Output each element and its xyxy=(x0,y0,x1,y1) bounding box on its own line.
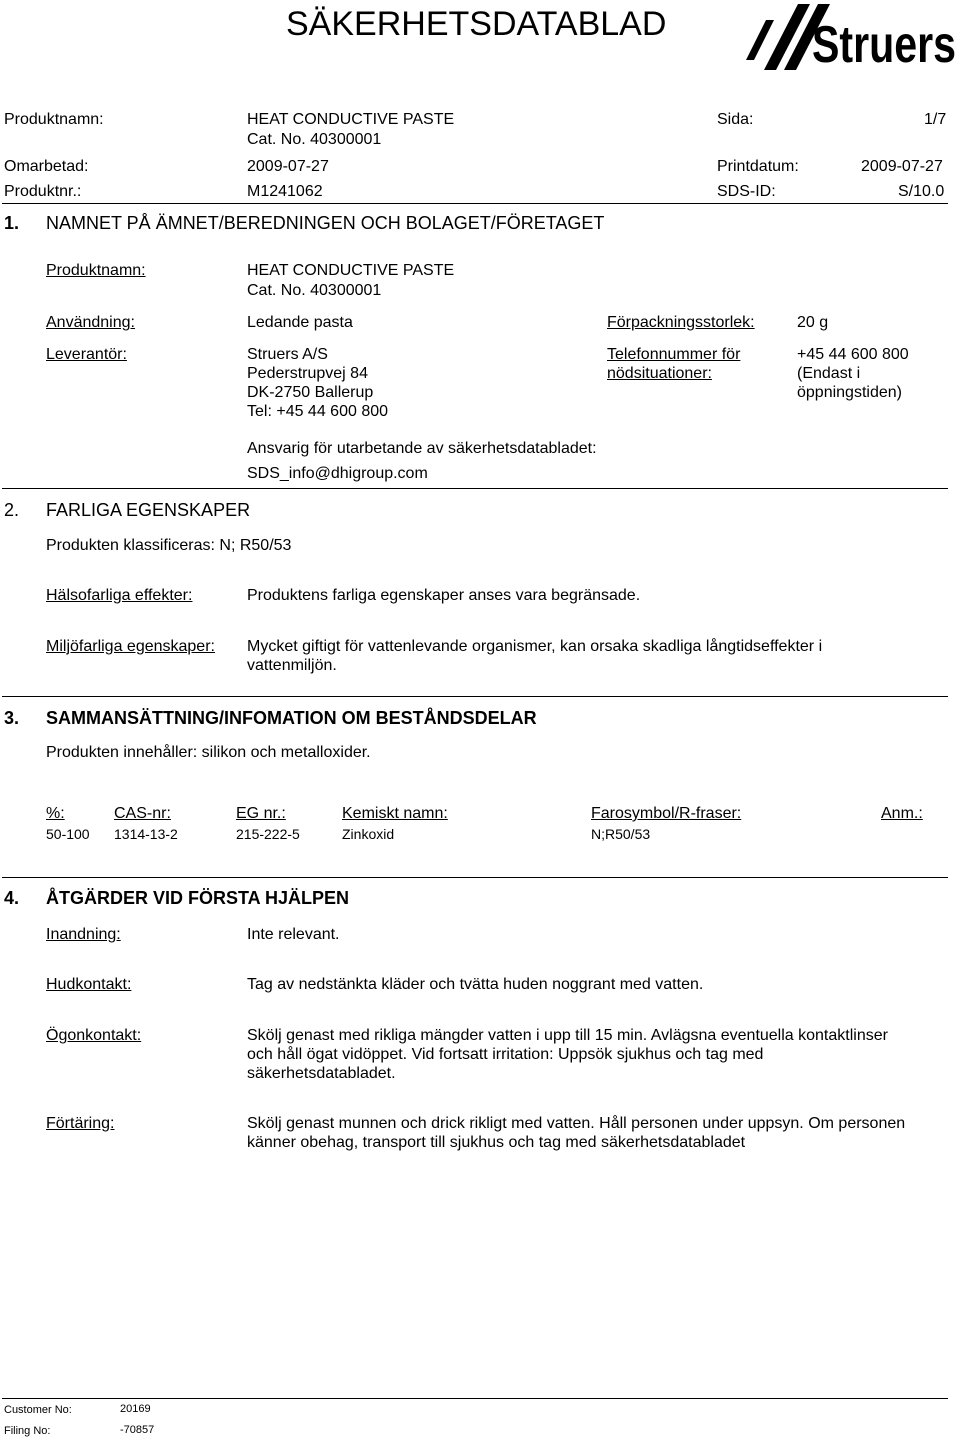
section-3-divider xyxy=(2,877,948,878)
section-1-number: 1. xyxy=(4,213,20,233)
section-2-title: FARLIGA EGENSKAPER xyxy=(46,500,251,520)
s1-ansvarig: Ansvarig för utarbetande av säkerhetsdatabladet: xyxy=(247,440,597,457)
header-sdsid-label: SDS-ID: xyxy=(717,183,776,200)
s1-leverantor-line-2: Pederstrupvej 84 xyxy=(247,365,368,382)
s4-inandning-value: Inte relevant. xyxy=(247,926,340,943)
section-2-number: 2. xyxy=(4,500,20,520)
s1-forpackning-value: 20 g xyxy=(797,314,829,331)
s1-anvandning-label: Användning: xyxy=(46,314,135,331)
header-catno: Cat. No. 40300001 xyxy=(247,131,382,148)
s3-row-farosymbol: N;R50/53 xyxy=(591,826,651,842)
logo-slash-3 xyxy=(746,20,774,60)
s3-header-percent: %: xyxy=(46,805,65,822)
footer-divider xyxy=(2,1398,948,1399)
header-sida-label: Sida: xyxy=(717,111,754,128)
s1-produktnamn-label: Produktnamn: xyxy=(46,262,146,279)
s4-ogon-label: Ögonkontakt: xyxy=(46,1027,142,1044)
section-1-title: NAMNET PÅ ÄMNET/BEREDNINGEN OCH BOLAGET/FÖRETAGET xyxy=(46,213,605,233)
document-title: SÄKERHETSDATABLAD xyxy=(286,5,667,43)
s4-fortaring-line-2: känner obehag, transport till sjukhus och tag med säkerhetsdatabladet xyxy=(247,1134,746,1151)
footer-customer-label: Customer No: xyxy=(4,1404,72,1416)
s2-halso-value: Produktens farliga egenskaper anses vara begränsade. xyxy=(247,587,641,604)
s4-ogon-line-2: och håll ögat vidöppet. Vid fortsatt irritation: Uppsök sjukhus och tag med xyxy=(247,1046,764,1063)
s3-row-eg: 215-222-5 xyxy=(236,826,300,842)
header-omarbetad-value: 2009-07-27 xyxy=(247,158,329,175)
s1-telefon-value-line-1: +45 44 600 800 xyxy=(797,346,909,363)
s1-anvandning-value: Ledande pasta xyxy=(247,314,353,331)
s1-produktnamn-value: HEAT CONDUCTIVE PASTE xyxy=(247,262,455,279)
s4-inandning-label: Inandning: xyxy=(46,926,121,943)
header-produktnamn-label: Produktnamn: xyxy=(4,111,104,128)
s3-header-eg: EG nr.: xyxy=(236,805,286,822)
s2-miljo-line-2: vattenmiljön. xyxy=(247,657,337,674)
section-2-divider xyxy=(2,696,948,697)
header-produktnr-value: M1241062 xyxy=(247,183,323,200)
logo-wordmark: Struers xyxy=(812,16,956,74)
s2-miljo-line-1: Mycket giftigt för vattenlevande organismer, kan orsaka skadliga långtidseffekter i xyxy=(247,638,823,655)
header-sdsid-value: S/10.0 xyxy=(898,183,945,200)
s1-telefon-label-line-2: nödsituationer: xyxy=(607,365,712,382)
s4-fortaring-line-1: Skölj genast munnen och drick rikligt med vatten. Håll personen under uppsyn. Om personen xyxy=(247,1115,906,1132)
header-produktnamn-value: HEAT CONDUCTIVE PASTE xyxy=(247,111,455,128)
section-1-divider xyxy=(2,488,948,489)
s4-ogon-line-3: säkerhetsdatabladet. xyxy=(247,1065,396,1082)
s3-header-anm: Anm.: xyxy=(881,805,923,822)
footer-customer-value: 20169 xyxy=(120,1403,151,1415)
section-4-title: ÅTGÄRDER VID FÖRSTA HJÄLPEN xyxy=(46,888,350,908)
s3-header-cas: CAS-nr: xyxy=(114,805,171,822)
s2-klassificering: Produkten klassificeras: N; R50/53 xyxy=(46,537,292,554)
footer-filing-label: Filing No: xyxy=(4,1425,51,1437)
header-produktnr-label: Produktnr.: xyxy=(4,183,82,200)
s4-fortaring-label: Förtäring: xyxy=(46,1115,115,1132)
s3-intro: Produkten innehåller: silikon och metalloxider. xyxy=(46,744,371,761)
header-printdatum-label: Printdatum: xyxy=(717,158,799,175)
footer-filing-value: -70857 xyxy=(120,1424,155,1436)
s3-row-cas: 1314-13-2 xyxy=(114,826,178,842)
s1-email[interactable]: SDS_info@dhigroup.com xyxy=(247,465,428,482)
s3-header-farosymbol: Farosymbol/R-fraser: xyxy=(591,805,742,822)
header-sida-value: 1/7 xyxy=(924,111,947,128)
s1-forpackning-label: Förpackningsstorlek: xyxy=(607,314,755,331)
s1-leverantor-line-1: Struers A/S xyxy=(247,346,328,363)
s4-ogon-line-1: Skölj genast med rikliga mängder vatten i upp till 15 min. Avlägsna eventuella kontaktlinser xyxy=(247,1027,888,1044)
header-divider xyxy=(2,203,948,204)
s3-header-kemiskt-namn: Kemiskt namn: xyxy=(342,805,448,822)
s4-hud-value: Tag av nedstänkta kläder och tvätta huden noggrant med vatten. xyxy=(247,976,704,993)
section-4-number: 4. xyxy=(4,888,20,908)
s1-telefon-value-line-2: (Endast i xyxy=(797,365,861,382)
s2-halso-label: Hälsofarliga effekter: xyxy=(46,587,193,604)
s1-leverantor-line-4: Tel: +45 44 600 800 xyxy=(247,403,389,420)
s2-miljo-label: Miljöfarliga egenskaper: xyxy=(46,638,215,655)
header-omarbetad-label: Omarbetad: xyxy=(4,158,89,175)
s4-hud-label: Hudkontakt: xyxy=(46,976,132,993)
header-printdatum-value: 2009-07-27 xyxy=(861,158,943,175)
s1-leverantor-line-3: DK-2750 Ballerup xyxy=(247,384,374,401)
s1-leverantor-label: Leverantör: xyxy=(46,346,127,363)
section-3-number: 3. xyxy=(4,708,20,728)
s1-catno: Cat. No. 40300001 xyxy=(247,282,382,299)
s1-telefon-value-line-3: öppningstiden) xyxy=(797,384,902,401)
struers-logo xyxy=(744,2,958,74)
s3-row-kemiskt-namn: Zinkoxid xyxy=(342,826,395,842)
s1-telefon-label-line-1: Telefonnummer för xyxy=(607,346,741,363)
section-3-title: SAMMANSÄTTNING/INFOMATION OM BESTÅNDSDELAR xyxy=(46,708,537,728)
s3-row-percent: 50-100 xyxy=(46,826,90,842)
